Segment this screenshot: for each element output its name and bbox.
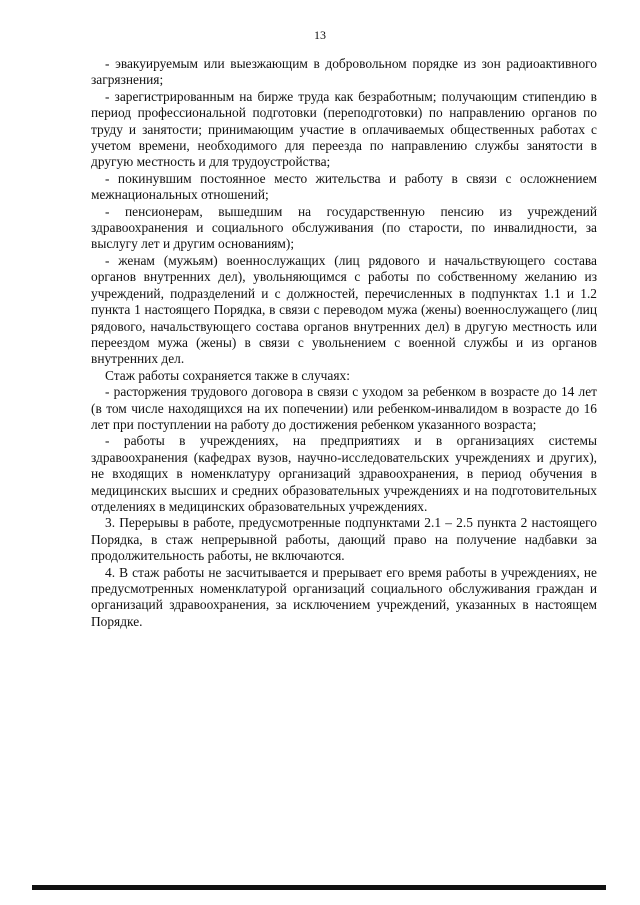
paragraph: Стаж работы сохраняется также в случаях:	[105, 367, 350, 383]
paragraph: - зарегистрированным на бирже труда как безработным; получающим стипендию в период профессиональной подготовки (переподготовки) по направлению органов по труду и занятости; принимающим участие в оплачиваемых общественных работах с учетом времени, необходимого для переезда по направлению службы занятости в другую местность и для трудоустройства;	[91, 88, 597, 170]
paragraph: - расторжения трудового договора в связи с уходом за ребенком в возрасте до 14 лет (в том числе находящихся на их попечении) или ребенком-инвалидом в возрасте до 16 лет при поступлении на работу до достижения ребенком указанного возраста;	[91, 384, 597, 432]
bottom-scan-bar	[32, 885, 606, 890]
paragraph: - покинувшим постоянное место жительства и работу в связи с осложнением межнациональных отношений;	[91, 170, 597, 203]
paragraph: - работы в учреждениях, на предприятиях и в организациях системы здравоохранения (кафедрах вузов, научно-исследовательских учреждениях и других), не входящих в номенклатуру организаций здравоохранения, в период обучения в медицинских высших и средних образовательных учреждениях и на подготовительных отделениях в медицинских образовательных учреждениях.	[91, 433, 597, 514]
paragraph: - эвакуируемым или выезжающим в добровольном порядке из зон радиоактивного загрязнения;	[91, 56, 597, 88]
paragraph: 3. Перерывы в работе, предусмотренные подпунктами 2.1 – 2.5 пункта 2 настоящего Порядка, в стаж непрерывной работы, дающий право на получение надбавки за продолжительность работы, не включаются.	[91, 515, 597, 564]
document-body	[91, 56, 597, 630]
page-number: 13	[314, 28, 326, 42]
paragraph: - женам (мужьям) военнослужащих (лиц рядового и начальствующего состава органов внутренних дел), увольняющимся с работы по собственному желанию из учреждений, подразделений и с должностей, перечисленных в подпунктах 1.1 и 1.2 пункта 1 настоящего Порядка, в связи с переводом мужа (жены) военнослужащего (лиц рядового, начальствующего состава органов внутренних дел) в другую местность или переездом мужа (жены) в связи с увольнением с военной службы и из органов внутренних дел.	[91, 252, 597, 367]
paragraph: 4. В стаж работы не засчитывается и прерывает его время работы в учреждениях, не предусмотренных номенклатурой организаций социального обслуживания граждан и организаций здравоохранения, за исключением учреждений, указанных в настоящем Порядке.	[91, 564, 597, 629]
paragraph: - пенсионерам, вышедшим на государственную пенсию из учреждений здравоохранения и социального обслуживания (по старости, по инвалидности, за выслугу лет и другим основаниям);	[91, 203, 597, 252]
